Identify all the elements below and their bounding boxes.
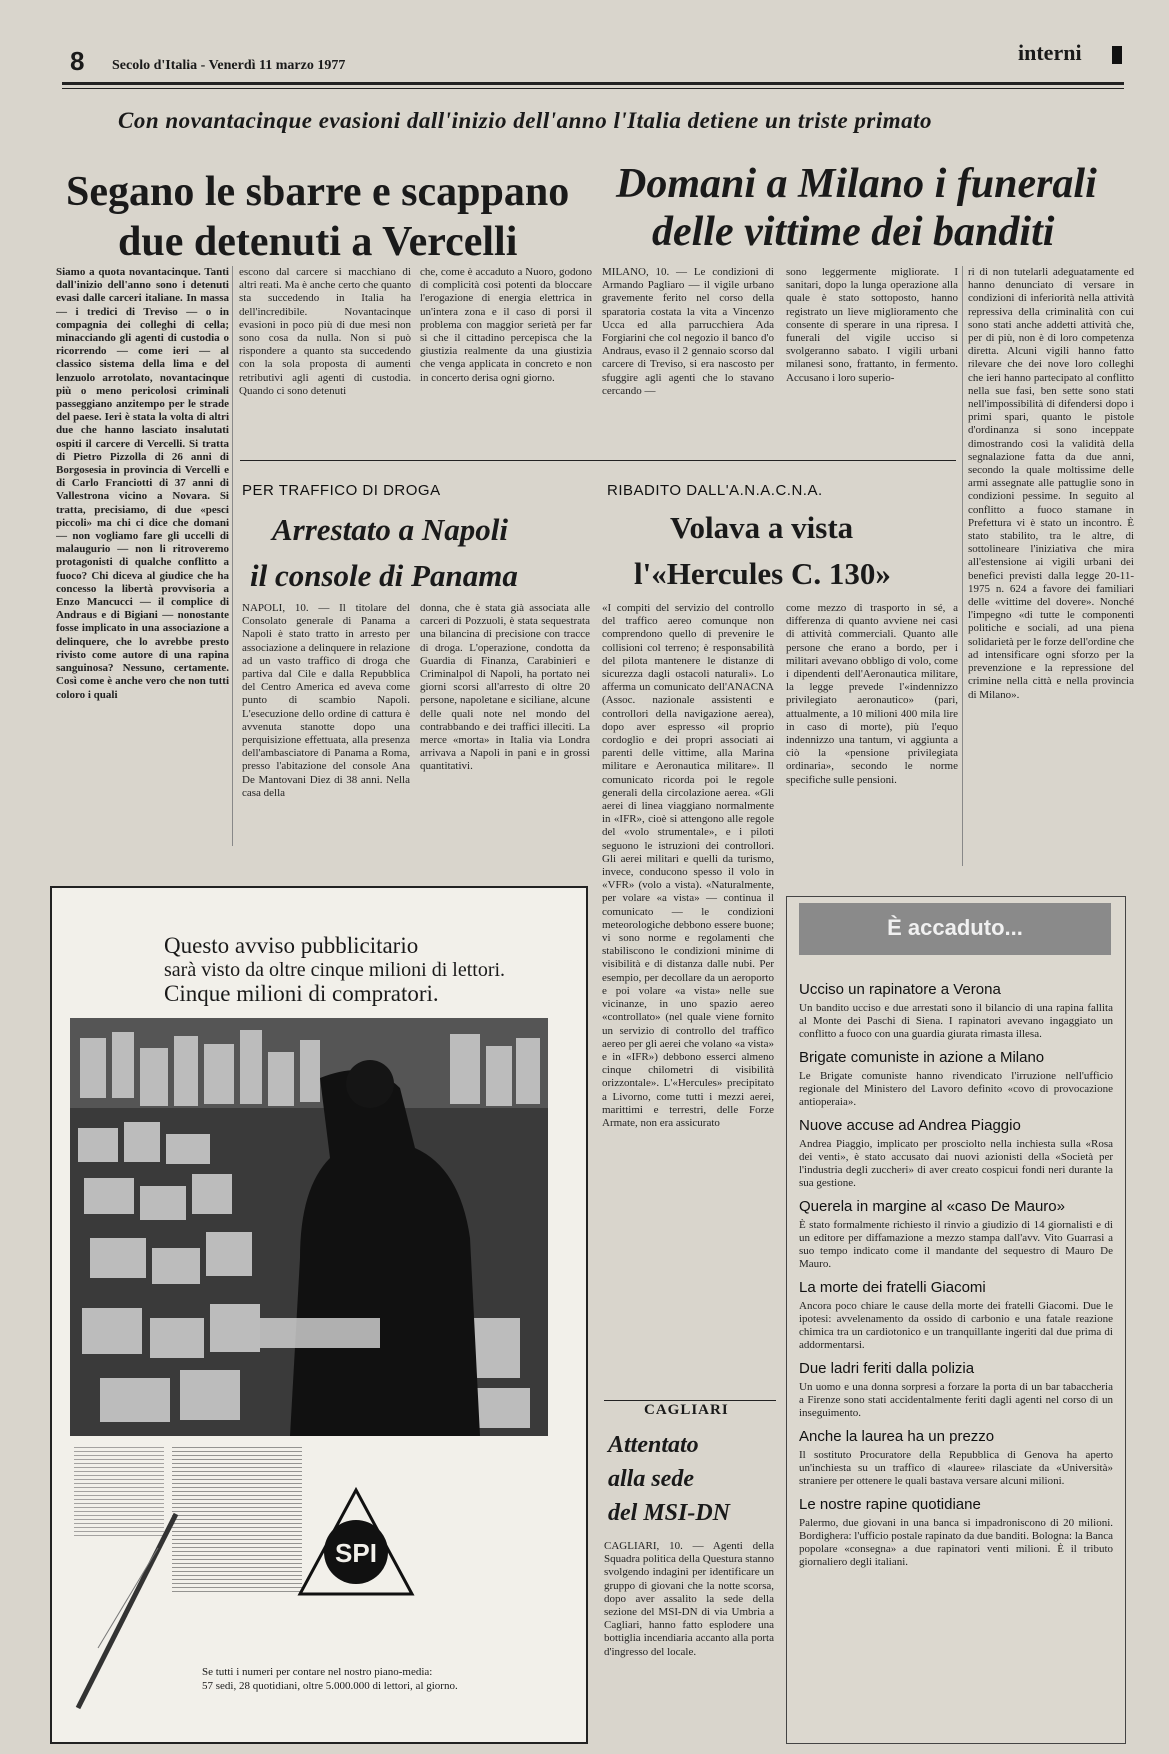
cagliari-headline-1: Attentato (608, 1432, 699, 1458)
accaduto-text: Ancora poco chiare le cause della morte dei fratelli Giacomi. Due le ipotesi: avvelenamento da ossido di carbonio e una fatale reazione chimica tra un cardiotonico e un tranquillante ingeriti dal due prima di addormentarsi. (799, 1300, 1113, 1351)
advert-box (50, 886, 588, 1744)
advert-footer-2: 57 sedi, 28 quotidiani, oltre 5.000.000 di lettori, al giorno. (202, 1680, 458, 1692)
cagliari-headline-2: alla sede (608, 1466, 694, 1492)
cagliari-body: CAGLIARI, 10. — Agenti della Squadra politica della Questura stanno svolgendo indagini per identificare un gruppo di giovani che la notte scorsa, dopo aver assalito la sede della sezione del MSI-DN di via Umbria a Cagliari, hanno fatto esplodere una bottiglia incendiaria accanto alla porta d'ingresso del locale. (604, 1540, 774, 1658)
milano-col-3: ri di non tutelarli adeguatamente ed hanno denunciato di versare in condizioni di inferiorità nella attività repressiva della criminalità con cui sono stati anche addetti attività che, per di più, non è di loro competenza diretta. Alcuni vigili hanno fatto rilevare che dei nove loro colleghi che ieri hanno partecipato al conflitto nella sue fasi, ben sette sono stati nell'impossibilità di difendersi dopo i primi spari, quanto le pistole d'ordinanza si sono inceppate dimostrando così la validità della segnalazione fatta da due anni, secondo la quale moltissime delle armi assegnate alle pattuglie sono in condizioni pessime. In seguito al conflitto a fuoco stamane in Prefettura vi è stato un incontro. È stato stabilito, tra le altre, di sottolineare l'iniziativa che mira all'estensione ai vigili urbani dei benefici previsti dalla legge 20-11-1975 n. 624 a favore dei familiari delle «vittime del dovere». Nonché l'impegno «di tutte le componenti politiche e sociali, ad una piena solidarietà per le forze dell'ordine che ad intensificare ogni sforzo per la prevenzione e la repressione del crimine nella città e nella provincia di Milano». (968, 266, 1134, 701)
newsstand-photo (70, 1018, 548, 1436)
vercelli-headline-1: Segano le sbarre e scappano (66, 169, 570, 215)
accaduto-item (799, 1496, 1113, 1569)
accaduto-text: Il sostituto Procuratore della Repubblica di Genova ha aperto un'inchiesta su un traffico di «lauree» rilasciate da «Università» straniere per ottenere le quali bastava versare alcuni milioni. (799, 1449, 1113, 1487)
mid-divider (240, 460, 956, 461)
accaduto-title: È accaduto... (887, 915, 1023, 940)
accaduto-text: Un bandito ucciso e due arrestati sono il bilancio di una rapina fallita al Monte dei Paschi di Siena. I rapinatori avevano ingaggiato un conflitto a fuoco con una guardia giurata rimasta illesa. (799, 1002, 1113, 1040)
napoli-col-1: NAPOLI, 10. — Il titolare del Consolato generale di Panama a Napoli è stato tratto in arresto per associazione a delinquere in relazione ad un vasto traffico di droga che partiva dal Cile e dalla Repubblica del Centro America ed aveva come punto di scambio Napoli. L'esecuzione dello ordine di cattura è avvenuta stanotte dopo una perquisizione effettuata, alla presenza dell'ambasciatore di Panama a Roma, presso l'abitazione del console Ana De Mantovani Diez di 38 anni. Nella casa della (242, 602, 410, 799)
accaduto-item (799, 1428, 1113, 1488)
page-number: 8 (70, 46, 85, 76)
masthead-rule-thin (62, 88, 1124, 89)
section-label: interni (1018, 40, 1082, 65)
accaduto-text: Un uomo e una donna sorpresi a forzare la porta di un bar tabaccheria a Firenze sono stati accidentalmente feriti dagli agenti nel corso di un inseguimento. (799, 1381, 1113, 1419)
hercules-col-1: «I compiti del servizio del controllo del traffico aereo comunque non comprendono quello di prevenire le collisioni col terreno; è responsabilità del pilota mantenere le distanze di sicurezza dagli ostacoli naturali». Lo afferma un comunicato dell'ANACNA (Assoc. nazionale assistenti e controllori della navigazione aerea), dopo aver espresso «il proprio cordoglio e dei propri associati ai parenti delle vittime, alla Marina militare e Aeronautica militare». Il comunicato ricorda poi le regole generali della circolazione aerea. «Gli aerei di linea viaggiano normalmente in «IFR», cioè si attengono alle regole del «volo strumentale», e i piloti seguono le istruzioni dei controllori. Gli aerei militari e quelli da turismo, invece, conducono spesso il volo in «VFR» (volo a vista). «Naturalmente, per volare «a vista» — continua il comunicato — le condizioni meteorologiche debbono essere buone; vi sono norme e regolamenti che stabiliscono le condizioni minime di visibilità e di distanza dalle nubi. Per esempio, per decollare da un aeroporto e poi volare «a vista» nelle sue vicinanze, in uno spazio aereo «controllato» (nel quale viene fornito un servizio di controllo del traffico aereo per gli aerei che volano «a vista» e in «IFR») debbono esserci almeno cinque chilometri di visibilità orizzontale». L'«Hercules» precipitato a Livorno, come tutti i mezzi aerei, marittimi e terrestri, delle Forze Armate, non era assicurato (602, 602, 774, 1129)
milano-headline-2: delle vittime dei banditi (652, 209, 1055, 255)
milano-col-1: MILANO, 10. — Le condizioni di Armando Pagliaro — il vigile urbano gravemente ferito nel corso della sparatoria costata la vita a Vincenzo Ucca ed alla parrucchiera Ada Forgiarini che col negozio il banco d'o Andraus, evaso il 2 gennaio scorso dal carcere di Treviso, si era nascosto per sfuggire agli agenti che lo stavano cercando — (602, 266, 774, 397)
vercelli-headline-2: due detenuti a Vercelli (118, 219, 518, 265)
napoli-headline-1: Arrestato a Napoli (272, 512, 508, 547)
hercules-kicker: RIBADITO DALL'A.N.A.C.N.A. (607, 482, 823, 499)
cagliari-kicker: CAGLIARI (644, 1402, 729, 1418)
accaduto-item (799, 1279, 1113, 1352)
accaduto-text: Palermo, due giovani in una banca si impadroniscono di 20 milioni. Bordighera: l'ufficio postale rapinato da due banditi. Bologna: la Banca popolare «consegna» a due rapinatori venti milioni. È il tributo giornaliero degli italiani. (799, 1517, 1113, 1568)
section-square (1112, 46, 1122, 64)
cagliari-rule (604, 1400, 776, 1401)
accaduto-item (799, 1049, 1113, 1109)
accaduto-heading: La morte dei fratelli Giacomi (799, 1279, 986, 1296)
milano-headline-1: Domani a Milano i funerali (616, 161, 1097, 207)
accaduto-heading: Nuove accuse ad Andrea Piaggio (799, 1117, 1021, 1134)
advert-photo (70, 1018, 548, 1436)
vercelli-col-1: Siamo a quota novantacinque. Tanti dall'inizio dell'anno sono i detenuti evasi dalle carceri italiane. In massa — i tredici di Treviso — o in compagnia dei colleghi di cella; minacciando gli agenti di custodia o ricorrendo — come ieri — al classico sistema della lima e del lenzuolo arrotolato, novantacinque più o meno pericolosi criminali passeggiano anzitempo per le strade del paese. Ieri è stata la volta di altri due che hanno lasciato insalutati ospiti il carcere di Vercelli. Si tratta di Pietro Pizzolla di 26 anni di Borgosesia in provincia di Vercelli e di Carlo Franciotti di 37 anni di Vallestrona vicino a Novara. Si tratta, precisiamo, di due «pesci piccoli» ma chi ci dice che domani — non vogliamo fare gli uccelli di malaugurio — non li ritroveremo protagonisti di qualche conflitto a fuoco? Chi diceva al giudice che ha concesso la libertà provvisoria a Enzo Mancucci — il complice di Andraus e di Bigiani — nonostante fosse implicato in una associazione a delinquere, che lo avrebbe presto rivisto come autore di una rapina sanguinosa? Nessuno, certamente. Così come è anche vero che non tutti coloro i quali (56, 266, 229, 701)
accaduto-item (799, 1360, 1113, 1420)
advert-headline-1: Questo avviso pubblicitario (164, 933, 419, 958)
hercules-headline-2: l'«Hercules C. 130» (634, 556, 891, 591)
accaduto-text: Le Brigate comuniste hanno rivendicato l'irruzione nell'ufficio regionale del Ministero del Lavoro definito «covo di provocazione antioperaia». (799, 1070, 1113, 1108)
accaduto-heading: Le nostre rapine quotidiane (799, 1496, 981, 1513)
advert-fine-print (172, 1444, 302, 1594)
accaduto-item (799, 1117, 1113, 1190)
milano-col-2: sono leggermente migliorate. I sanitari, dopo la lunga operazione alla quale è stato sottoposto, hanno registrato un lieve miglioramento che consente di sperare in una ripresa. I funerali del vigile ucciso si svolgeranno sabato. I vigili urbani milanesi sono, frattanto, in fermento. Accusano i loro superio- (786, 266, 958, 384)
accaduto-heading: Querela in margine al «caso De Mauro» (799, 1198, 1065, 1215)
napoli-col-2: donna, che è stata già associata alle carceri di Pozzuoli, è stata sequestrata una bilancina di precisione con tracce di droga. L'operazione, condotta da Guardia di Finanza, Carabinieri e Criminalpol di Napoli, ha portato nei giorni scorsi all'arresto di oltre 20 persone, napoletane e siciliane, alcune delle quali note nel mondo del contrabbando e dei traffici illeciti. La merce «morta» in Italia via Londra arrivava a Napoli in pani e in grossi quantitativi. (420, 602, 590, 773)
spi-logo-text: SPI (335, 1538, 377, 1568)
vercelli-col-3: che, come è accaduto a Nuoro, godono di complicità così potenti da bloccare l'erogazione di energia elettrica in un'intera zona e il caso di porsi il problema con maggior serietà per far sì che il cittadino percepisca che la giustizia realmente da una giustizia che venga applicata in concreto e non in concerto derisa ogni giorno. (420, 266, 592, 384)
accaduto-title-bar (799, 903, 1111, 955)
accaduto-item (799, 981, 1113, 1041)
accaduto-text: Andrea Piaggio, implicato per prosciolto nella inchiesta sulla «Rosa dei venti», è stato accusato dai nuovi azionisti della «Società per l'industria degli zuccheri» di aver creato cospicui fondi neri durante la sua gestione. (799, 1138, 1113, 1189)
vercelli-col-2: escono dal carcere si macchiano di altri reati. Ma è anche certo che quanto sta succedendo in Italia ha dell'incredibile. Novantacinque evasioni in poco più di due mesi non sono cosa da nulla. Non si può rispondere a quanto sta succedendo con la sola proposta di aumenti retributivi agli agenti di custodia. Quando ci sono detenuti (239, 266, 411, 397)
spi-logo (296, 1486, 416, 1598)
cagliari-headline-3: del MSI-DN (608, 1500, 731, 1526)
napoli-headline-2: il console di Panama (250, 558, 518, 593)
accaduto-heading: Ucciso un rapinatore a Verona (799, 981, 1001, 998)
top-kicker: Con novantacinque evasioni dall'inizio dell'anno l'Italia detiene un triste primato (118, 108, 933, 133)
hercules-col-2: come mezzo di trasporto in sé, a differenza di quanto avviene nei casi di attività commerciali. Quanto alle persone che erano a bordo, per i militari avevano obbligo di volo, come i dipendenti dell'Aeronautica militare, la legge prevede l'«indennizzo privilegiato aeronautico» (pari, attualmente, a 10 milioni 400 mila lire in caso di morte), più l'equo indennizzo una tantum, vi aggiunta a ciò la «pensione privilegiata ordinaria», secondo le norme specifiche sulle pensioni. (786, 602, 958, 786)
vertical-divider-left (232, 266, 233, 846)
advert-footer-1: Se tutti i numeri per contare nel nostro piano-media: (202, 1666, 433, 1678)
accaduto-heading: Anche la laurea ha un prezzo (799, 1428, 995, 1445)
hercules-headline-1: Volava a vista (670, 510, 854, 545)
accaduto-list (799, 981, 1113, 1577)
vertical-divider-right (962, 266, 963, 866)
masthead-rule (62, 82, 1124, 85)
accaduto-heading: Due ladri feriti dalla polizia (799, 1360, 975, 1377)
advert-headline-2: sarà visto da oltre cinque milioni di lettori. (164, 959, 506, 981)
advert-headline-3: Cinque milioni di compratori. (164, 981, 439, 1006)
pen-icon (68, 1508, 188, 1718)
accaduto-text: È stato formalmente richiesto il rinvio a giudizio di 14 giornalisti e di un editore per diffamazione a mezzo stampa dall'avv. Vito Guarrasi a suo tempo indicato come il mandante del sequestro di Mauro De Mauro. (799, 1219, 1113, 1270)
accaduto-item (799, 1198, 1113, 1271)
napoli-kicker: PER TRAFFICO DI DROGA (242, 482, 441, 499)
accaduto-heading: Brigate comuniste in azione a Milano (799, 1049, 1045, 1066)
accaduto-box (786, 896, 1126, 1744)
paper-date: Secolo d'Italia - Venerdì 11 marzo 1977 (112, 58, 346, 73)
